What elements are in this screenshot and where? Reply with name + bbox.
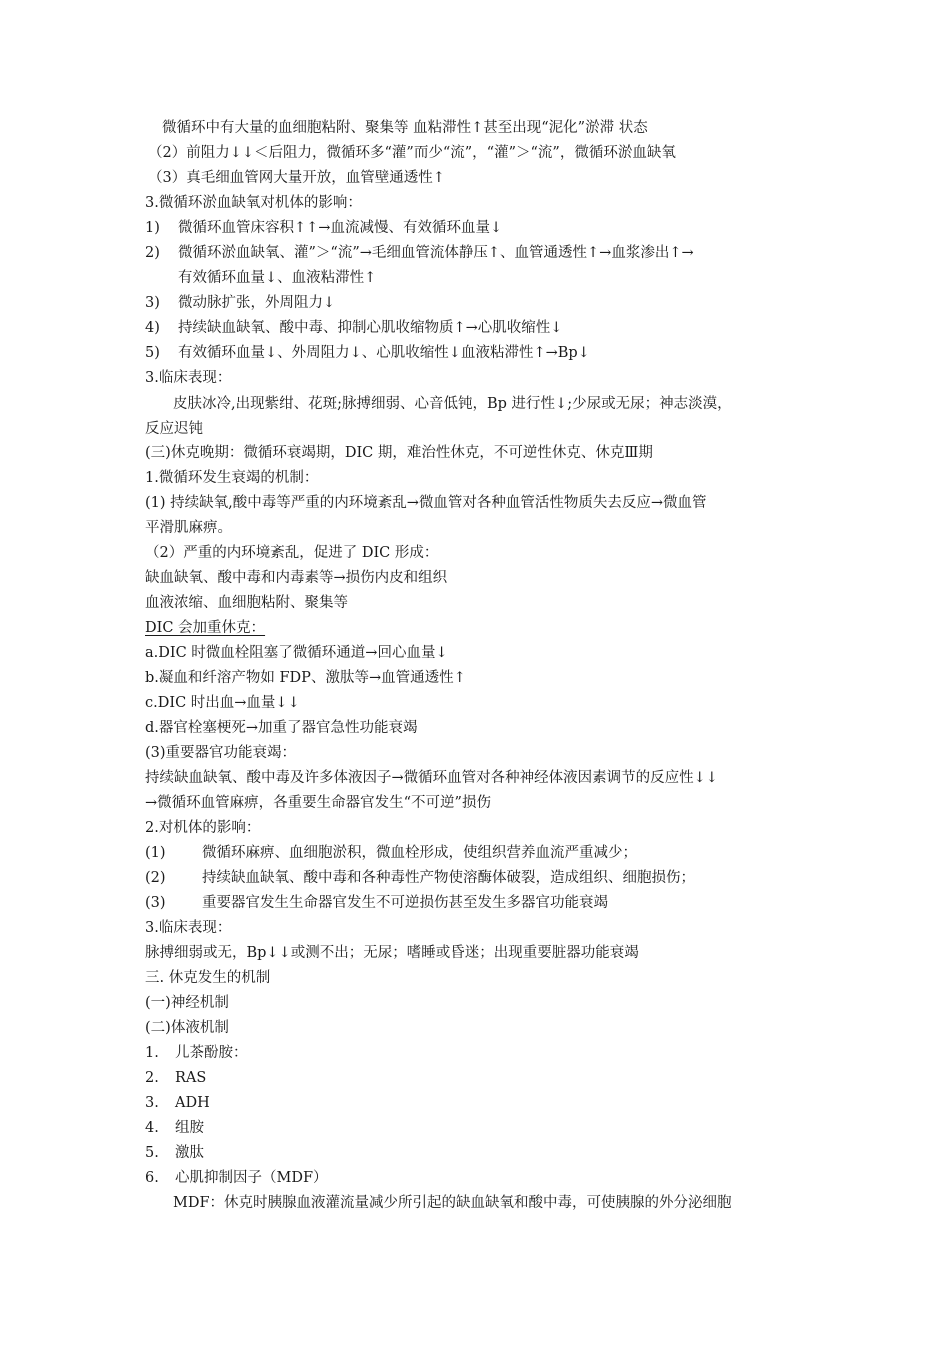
text-line: 持续缺血缺氧、酸中毒及许多体液因子→微循环血管对各种神经体液因素调节的反应性↓↓: [145, 770, 718, 786]
list-item: 重要器官发生生命器官发生不可逆损伤甚至发生多器官功能衰竭: [202, 895, 608, 911]
list-item: 微循环血管床容积↑↑→血流减慢、有效循环血量↓: [178, 220, 503, 236]
text-line: （2）严重的内环境紊乱，促进了 DIC 形成：: [145, 545, 439, 561]
list-item: 微动脉扩张，外周阻力↓: [178, 295, 336, 311]
text-line: b.凝血和纤溶产物如 FDP、激肽等→血管通透性↑: [145, 670, 466, 686]
underlined-heading: DIC 会加重休克：: [145, 620, 266, 636]
list-item: 有效循环血量↓、外周阻力↓、心肌收缩性↓血液粘滞性↑→Bp↓: [178, 345, 590, 361]
section-heading: 三. 休克发生的机制: [145, 970, 271, 986]
list-marker: 4): [145, 320, 160, 336]
section-heading: (三)休克晚期：微循环衰竭期，DIC 期，难治性休克，不可逆性休克、休克Ⅲ期: [145, 445, 653, 461]
text-line: 血液浓缩、血细胞粘附、聚集等: [145, 595, 348, 611]
list-marker: 2.: [145, 1070, 159, 1086]
text-line: 脉搏细弱或无，Bp↓↓或测不出；无尿；嗜睡或昏迷；出现重要脏器功能衰竭: [145, 945, 639, 961]
list-marker: 3.: [145, 1095, 159, 1111]
section-heading: (一)神经机制: [145, 995, 229, 1011]
section-heading: 3.微循环淤血缺氧对机体的影响：: [145, 195, 362, 211]
list-marker: 4.: [145, 1120, 159, 1136]
list-item: ADH: [175, 1095, 210, 1111]
text-line: c.DIC 时出血→血量↓↓: [145, 695, 300, 711]
list-item: 心肌抑制因子（MDF）: [175, 1170, 328, 1186]
text-line: 缺血缺氧、酸中毒和内毒素等→损伤内皮和组织: [145, 570, 448, 586]
section-heading: 2.对机体的影响：: [145, 820, 261, 836]
text-line: →微循环血管麻痹，各重要生命器官发生“不可逆”损伤: [145, 795, 491, 811]
list-marker: 6.: [145, 1170, 159, 1186]
text-line: 反应迟钝: [145, 421, 203, 437]
text-line: a.DIC 时微血栓阻塞了微循环通道→回心血量↓: [145, 645, 448, 661]
section-heading: (二)体液机制: [145, 1020, 229, 1036]
section-heading: 3.临床表现：: [145, 920, 232, 936]
list-marker: 2): [145, 245, 160, 261]
list-item: 微循环淤血缺氧、灌”＞“流”→毛细血管流体静压↑、血管通透性↑→血浆渗出↑→: [178, 245, 694, 261]
list-marker: 1.: [145, 1045, 159, 1061]
text-line: 皮肤冰冷,出现紫绀、花斑;脉搏细弱、心音低钝，Bp 进行性↓;少尿或无尿；神志淡漠，: [173, 396, 732, 412]
text-line: （3）真毛细血管网大量开放，血管壁通透性↑: [148, 170, 445, 186]
section-heading: 1.微循环发生衰竭的机制：: [145, 470, 319, 486]
list-item: 组胺: [175, 1120, 204, 1136]
list-item: 微循环麻痹、血细胞淤积，微血栓形成，使组织营养血流严重减少；: [202, 845, 637, 861]
section-heading: 3.临床表现：: [145, 370, 232, 386]
text-line: 微循环中有大量的血细胞粘附、聚集等 血粘滞性↑甚至出现“泥化”淤滞 状态: [162, 120, 648, 136]
list-marker: 1): [145, 220, 160, 236]
text-line: d.器官栓塞梗死→加重了器官急性功能衰竭: [145, 720, 418, 736]
text-line: (1) 持续缺氧,酸中毒等严重的内环境紊乱→微血管对各种血管活性物质失去反应→微血管: [145, 495, 707, 511]
text-line: （2）前阻力↓↓＜后阻力，微循环多“灌”而少“流”，“灌”＞“流”，微循环淤血缺氧: [148, 145, 676, 161]
list-marker: 5.: [145, 1145, 159, 1161]
section-heading: (3)重要器官功能衰竭：: [145, 745, 297, 761]
list-marker: (3): [145, 895, 166, 911]
list-marker: (2): [145, 870, 166, 886]
list-item: 持续缺血缺氧、酸中毒、抑制心肌收缩物质↑→心肌收缩性↓: [178, 320, 563, 336]
list-marker: 3): [145, 295, 160, 311]
list-marker: (1): [145, 845, 166, 861]
text-line: MDF：休克时胰腺血液灌流量减少所引起的缺血缺氧和酸中毒，可使胰腺的外分泌细胞: [173, 1195, 732, 1211]
text-line: 平滑肌麻痹。: [145, 520, 232, 536]
list-item: 激肽: [175, 1145, 204, 1161]
list-item: RAS: [175, 1070, 207, 1086]
list-item-continuation: 有效循环血量↓、血液粘滞性↑: [178, 270, 377, 286]
list-item: 儿茶酚胺：: [175, 1045, 248, 1061]
list-item: 持续缺血缺氧、酸中毒和各种毒性产物使溶酶体破裂，造成组织、细胞损伤；: [202, 870, 695, 886]
list-marker: 5): [145, 345, 160, 361]
